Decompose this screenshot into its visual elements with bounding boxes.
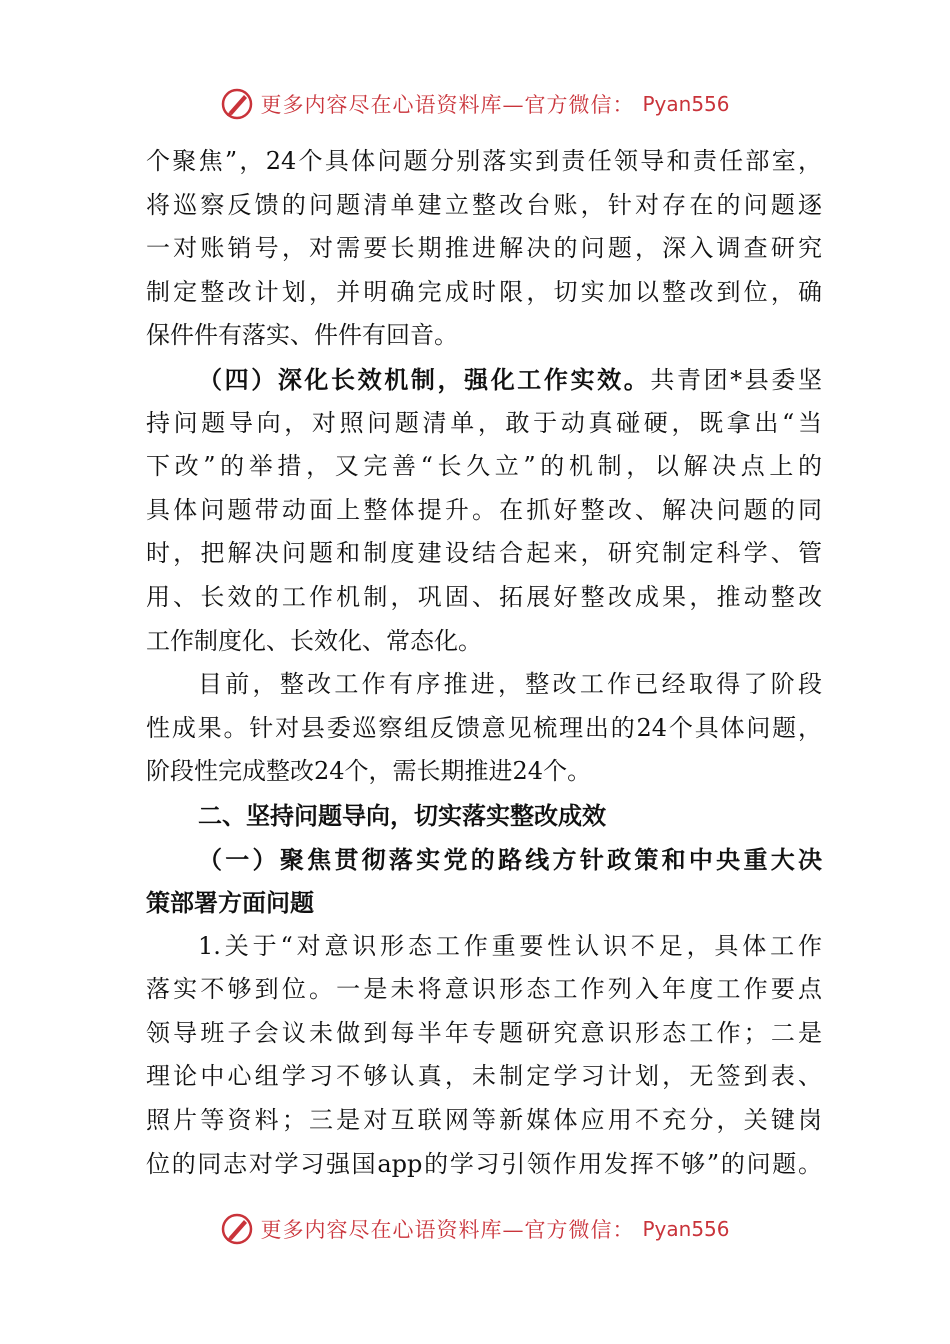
watermark-text: 更多内容尽在心语资料库—官方微信： bbox=[260, 93, 635, 117]
paragraph-line: 位的同志对学习强国app的学习引领作用发挥不够”的问题。 bbox=[146, 1149, 822, 1178]
pen-logo-icon bbox=[220, 1212, 254, 1246]
chapter-heading: 二、坚持问题导向，切实落实整改成效 bbox=[198, 800, 606, 830]
section-heading: （四）深化长效机制，强化工作实效。 bbox=[198, 364, 651, 394]
document-body bbox=[146, 140, 822, 1186]
pen-logo-icon bbox=[220, 87, 254, 121]
paragraph-line: 照片等资料；三是对互联网等新媒体应用不充分，关键岗 bbox=[146, 1106, 822, 1135]
paragraph-line: 性成果。针对县委巡察组反馈意见梳理出的24个具体问题， bbox=[146, 713, 822, 742]
paragraph-line: 工作制度化、长效化、常态化。 bbox=[146, 626, 482, 655]
paragraph-line: 阶段性完成整改24个，需长期推进24个。 bbox=[146, 757, 592, 786]
paragraph-line: 落实不够到位。一是未将意识形态工作列入年度工作要点 bbox=[146, 975, 822, 1004]
paragraph-line: 时，把解决问题和制度建设结合起来，研究制定科学、管 bbox=[146, 539, 822, 568]
paragraph-line: 具体问题带动面上整体提升。在抓好整改、解决问题的同 bbox=[146, 495, 822, 524]
paragraph-line: 1.关于“对意识形态工作重要性认识不足，具体工作 bbox=[198, 931, 822, 960]
paragraph-text: 共青团*县委坚 bbox=[650, 365, 822, 394]
paragraph-line: 理论中心组学习不够认真，未制定学习计划，无签到表、 bbox=[146, 1062, 822, 1091]
watermark-text: 更多内容尽在心语资料库—官方微信： bbox=[260, 1218, 635, 1242]
paragraph-line: 个聚焦”，24个具体问题分别落实到责任领导和责任部室， bbox=[146, 147, 822, 175]
paragraph-line: 持问题导向，对照问题清单，敢于动真碰硬，既拿出“当 bbox=[146, 408, 822, 437]
paragraph-line: 一对账销号，对需要长期推进解决的问题，深入调查研究 bbox=[146, 234, 822, 263]
paragraph-line: 用、长效的工作机制，巩固、拓展好整改成果，推动整改 bbox=[146, 582, 822, 611]
paragraph-line: 下改”的举措，又完善“长久立”的机制，以解决点上的 bbox=[146, 452, 822, 481]
paragraph-line: 制定整改计划，并明确完成时限，切实加以整改到位，确 bbox=[146, 277, 822, 306]
subsection-heading: （一）聚焦贯彻落实党的路线方针政策和中央重大决 bbox=[198, 844, 822, 874]
watermark-header bbox=[0, 84, 950, 124]
section-heading-line bbox=[146, 358, 822, 402]
paragraph-line: 领导班子会议未做到每半年专题研究意识形态工作；二是 bbox=[146, 1018, 822, 1047]
subsection-heading-cont: 策部署方面问题 bbox=[146, 888, 314, 918]
watermark-wechat-id: Pyan556 bbox=[642, 92, 730, 116]
paragraph-line: 保件件有落实、件件有回音。 bbox=[146, 321, 458, 350]
watermark-wechat-id: Pyan556 bbox=[642, 1217, 730, 1241]
watermark-footer bbox=[0, 1209, 950, 1249]
paragraph-line: 目前，整改工作有序推进，整改工作已经取得了阶段 bbox=[198, 670, 822, 699]
paragraph-line: 将巡察反馈的问题清单建立整改台账，针对存在的问题逐 bbox=[146, 190, 822, 219]
